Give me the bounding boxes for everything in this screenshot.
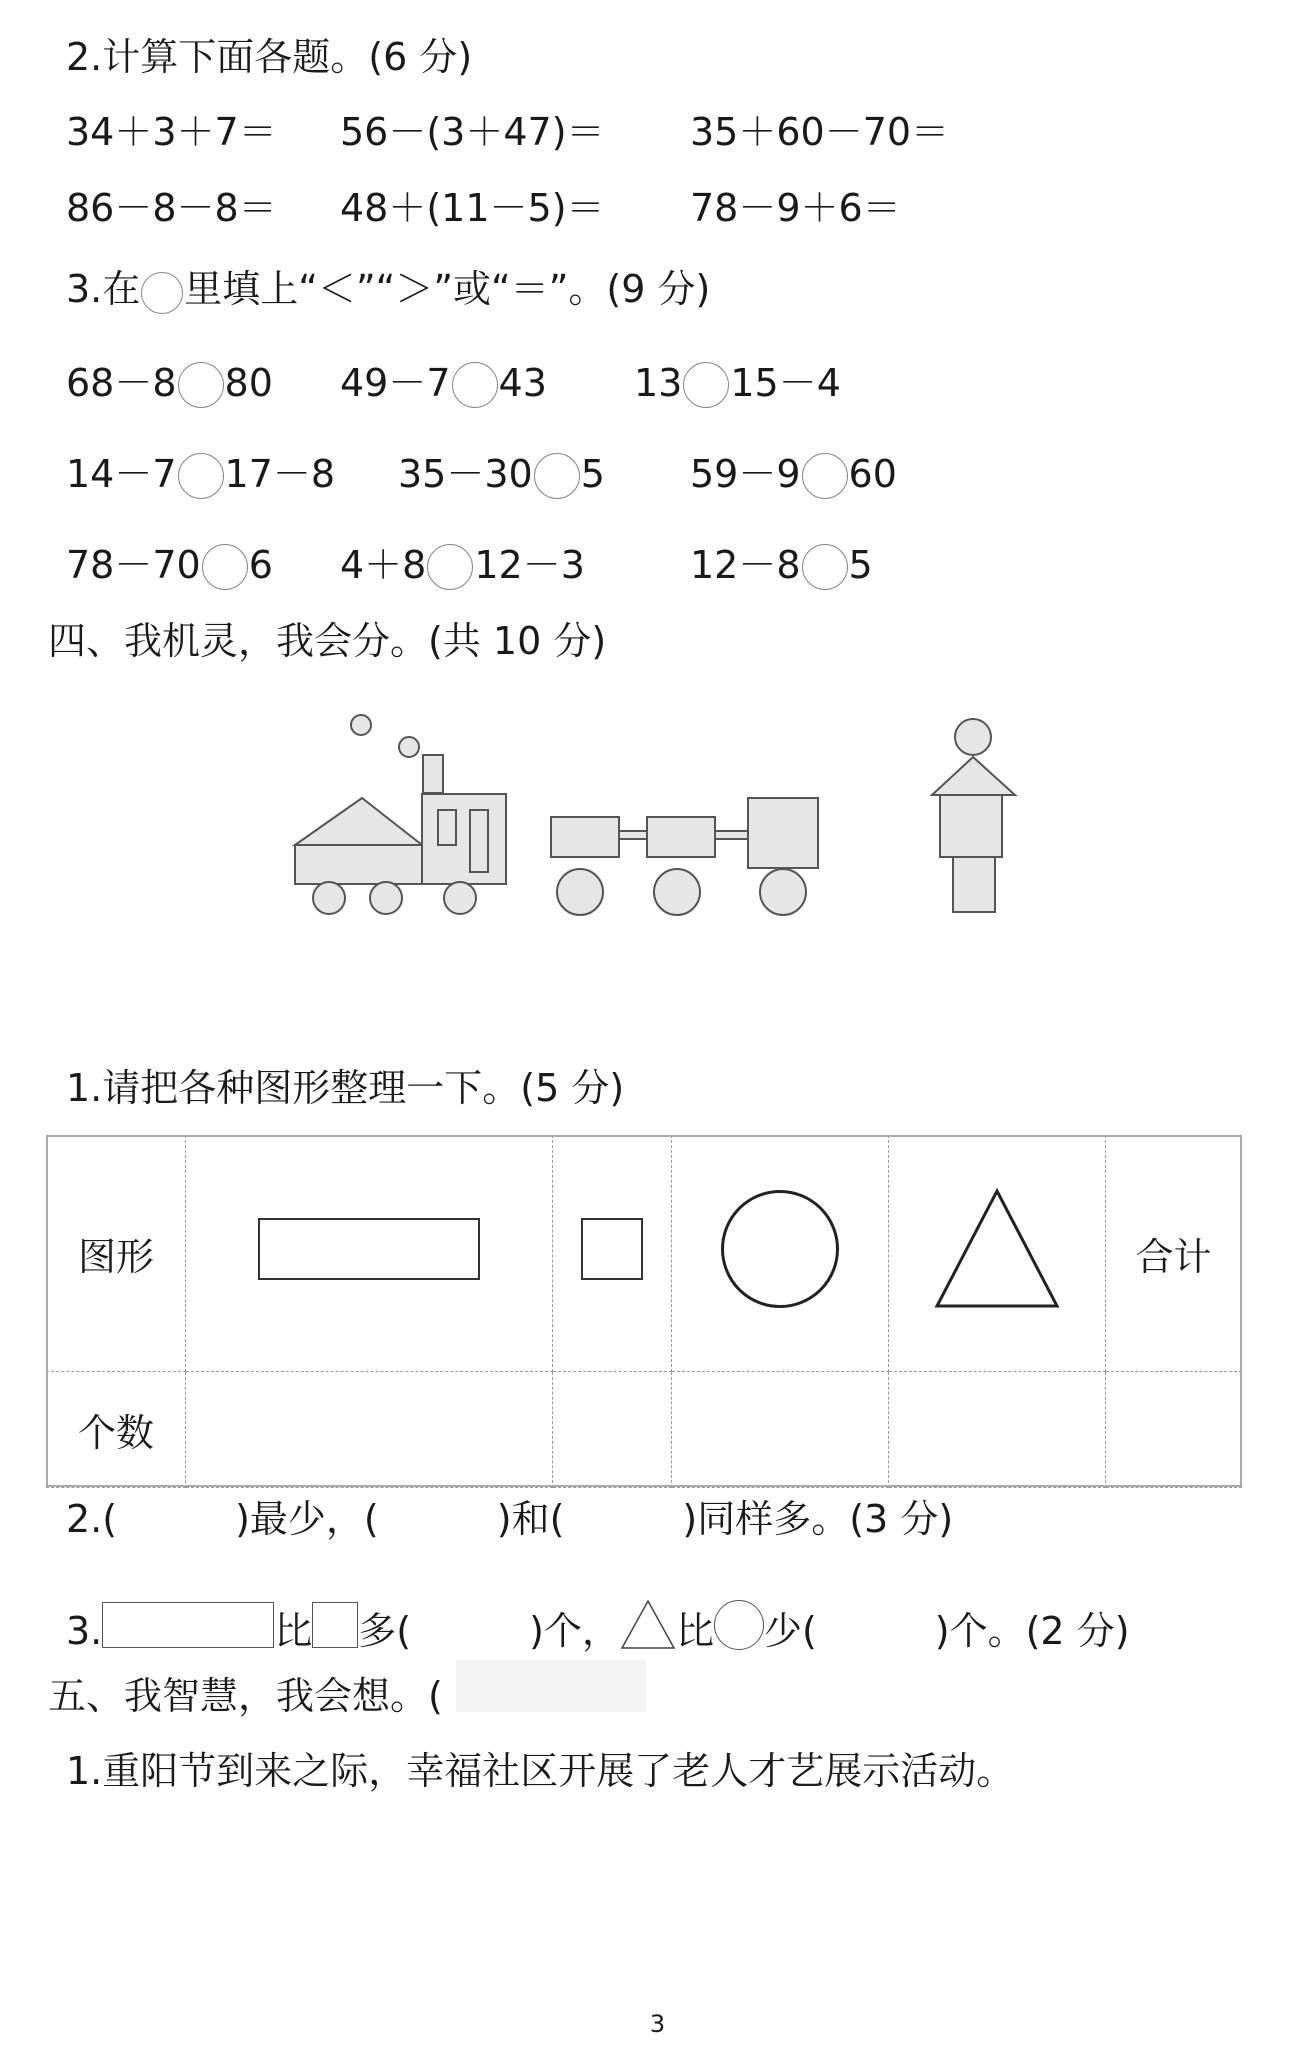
answer-circle[interactable] (427, 544, 473, 590)
section3-title (66, 267, 711, 314)
section2-title: 2.计算下面各题。(6 分) (66, 35, 473, 79)
window-rect-icon (470, 810, 488, 872)
shape-count-table (46, 1135, 1242, 1488)
head-circle-icon (955, 719, 991, 755)
square-icon (581, 1218, 643, 1280)
body-rect-icon (295, 845, 422, 884)
count-cell-rectangle[interactable] (186, 1372, 553, 1488)
train-illustration (280, 700, 1040, 930)
count-cell-circle[interactable] (672, 1372, 889, 1488)
part4-q1: 1.请把各种图形整理一下。(5 分) (66, 1066, 625, 1110)
cab-square-icon (422, 794, 506, 884)
section3-title-post: 里填上“＜”“＞”或“＝”。(9 分) (184, 267, 711, 311)
part4-q2: 2.( )最少，( )和( )同样多。(3 分) (66, 1497, 954, 1541)
answer-circle[interactable] (683, 362, 729, 408)
part5-q1: 1.重阳节到来之际，幸福社区开展了老人才艺展示活动。 (66, 1749, 1015, 1793)
answer-circle[interactable] (452, 362, 498, 408)
row-label-count: 个数 (47, 1372, 186, 1488)
rectangle-cell (186, 1136, 553, 1372)
wheel-circle-icon (313, 882, 345, 914)
window-rect-icon (438, 810, 456, 845)
circle-cell (672, 1136, 889, 1372)
calc-item: 48＋(11－5)＝ (340, 186, 605, 230)
steam-circle-icon (399, 737, 419, 757)
square-cell (553, 1136, 672, 1372)
count-cell-total[interactable] (1106, 1372, 1242, 1488)
wheel-circle-icon (760, 869, 806, 915)
section3-title-pre: 3.在 (66, 267, 141, 311)
compare-item: 78－70 6 (66, 544, 273, 590)
compare-item: 68－8 80 (66, 362, 273, 408)
compare-item: 12－8 5 (690, 544, 873, 590)
answer-circle[interactable] (202, 544, 248, 590)
answer-circle[interactable] (534, 453, 580, 499)
car-rect-icon (647, 817, 715, 857)
page-number: 3 (649, 2010, 666, 2038)
answer-circle[interactable] (802, 453, 848, 499)
circle-icon (721, 1190, 839, 1308)
coupler-rect-icon (619, 831, 647, 839)
compare-item: 13 15－4 (634, 362, 841, 408)
total-header: 合计 (1106, 1136, 1242, 1372)
chimney-rect-icon (423, 755, 443, 793)
triangle-cell (889, 1136, 1106, 1372)
steam-circle-icon (351, 715, 371, 735)
answer-circle[interactable] (178, 453, 224, 499)
compare-item: 14－7 17－8 (66, 453, 335, 499)
compare-item: 4＋8 12－3 (340, 544, 585, 590)
answer-circle[interactable] (802, 544, 848, 590)
compare-item: 59－9 60 (690, 453, 897, 499)
wheel-circle-icon (444, 882, 476, 914)
count-cell-square[interactable] (553, 1372, 672, 1488)
hat-triangle-icon (932, 757, 1015, 795)
part4-heading: 四、我机灵，我会分。(共 10 分) (48, 619, 607, 663)
circle-placeholder-icon (141, 272, 183, 314)
calc-item: 56－(3＋47)＝ (340, 110, 605, 154)
coupler-rect-icon (715, 831, 748, 839)
calc-item: 78－9＋6＝ (690, 186, 901, 230)
answer-circle[interactable] (178, 362, 224, 408)
triangle-icon (932, 1186, 1062, 1312)
calc-item: 34＋3＋7＝ (66, 110, 277, 154)
calc-item: 35＋60－70＝ (690, 110, 950, 154)
part5-heading: 五、我智慧，我会想。( (48, 1674, 443, 1718)
body-square-icon (940, 795, 1002, 857)
row-label-shape: 图形 (47, 1136, 186, 1372)
roof-triangle-icon (295, 798, 422, 845)
circle-icon (714, 1600, 764, 1650)
wheel-circle-icon (557, 869, 603, 915)
wheel-circle-icon (370, 882, 402, 914)
car-square-icon (748, 798, 818, 868)
compare-item: 35－30 5 (398, 453, 605, 499)
rectangle-icon (102, 1602, 274, 1648)
leg-rect-icon (953, 857, 995, 912)
triangle-icon (620, 1598, 676, 1650)
compare-item: 49－7 43 (340, 362, 547, 408)
square-icon (312, 1602, 358, 1648)
wheel-circle-icon (654, 869, 700, 915)
rectangle-icon (258, 1218, 480, 1280)
obscured-area (456, 1660, 646, 1712)
car-rect-icon (551, 817, 619, 857)
calc-item: 86－8－8＝ (66, 186, 277, 230)
count-cell-triangle[interactable] (889, 1372, 1106, 1488)
part4-q3: 3. 比 多( )个， 比 少( )个。(2 分) (66, 1598, 1130, 1650)
